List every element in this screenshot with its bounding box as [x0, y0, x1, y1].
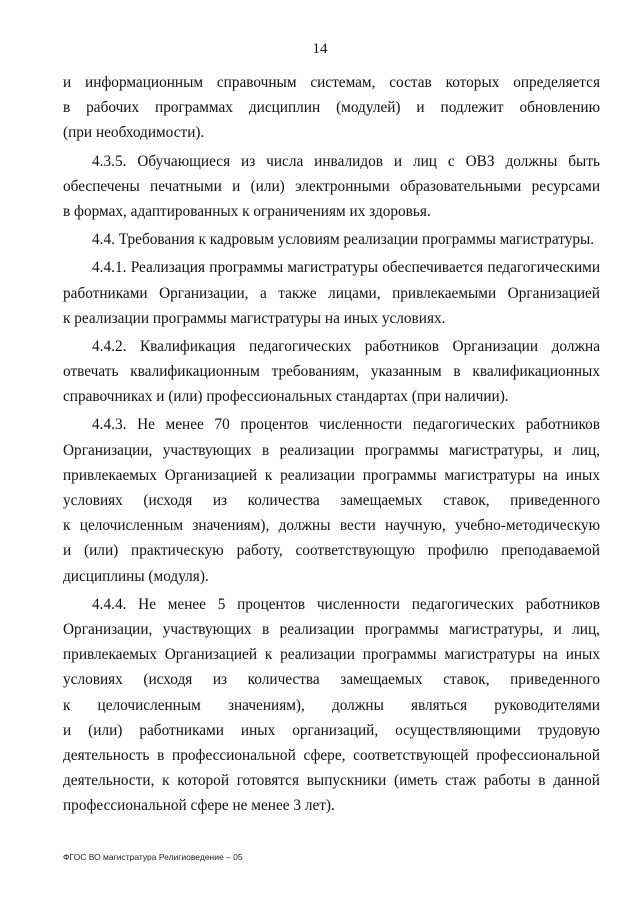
text-line: обеспечены печатными и (или) электронными образовательными ресурсами — [63, 177, 600, 195]
text-line: и информационным справочным системам, состав которых определяется — [63, 74, 600, 91]
text-line: справочниках и (или) профессиональных стандартах (при наличии). — [63, 388, 509, 406]
paragraph-4-4-3 — [63, 412, 600, 588]
text-line: деятельность в профессиональной сфере, соответствующей профессиональной — [63, 746, 600, 764]
text-line: работниками Организации, а также лицами, привлекаемыми Организацией — [63, 284, 600, 302]
paragraph-continuation — [63, 70, 600, 146]
text-line: (при необходимости). — [63, 124, 205, 142]
text-line: дисциплины (модуля). — [63, 567, 209, 585]
text-line: Организации, участвующих в реализации программы магистратуры, и лиц, — [63, 620, 600, 638]
text-line: Организации, участвующих в реализации программы магистратуры, и лиц, — [63, 441, 600, 459]
document-footer: ФГОС ВО магистратура Религиоведение – 05 — [63, 852, 243, 862]
paragraph-4-4-1 — [63, 255, 600, 331]
section-heading-line: 4.4. Требования к кадровым условиям реализации программы магистратуры. — [92, 231, 595, 249]
paragraph-4-3-5 — [63, 149, 600, 225]
text-line: к целочисленным значениям), должны являться руководителями — [63, 696, 600, 714]
text-line: 4.4.4. Не менее 5 процентов численности педагогических работников — [92, 595, 600, 613]
text-line: отвечать квалификационным требованиям, указанным в квалификационных — [63, 363, 600, 381]
text-line: профессиональной сфере не менее 3 лет). — [63, 797, 335, 815]
text-line: в формах, адаптированных к ограничениям их здоровья. — [63, 202, 431, 220]
text-line: 4.3.5. Обучающиеся из числа инвалидов и лиц с ОВЗ должны быть — [92, 152, 600, 170]
text-line: и (или) работниками иных организаций, осуществляющими трудовую — [63, 721, 600, 739]
paragraph-4-4-4 — [63, 592, 600, 819]
paragraph-4-4-2 — [63, 334, 600, 410]
text-line: привлекаемых Организацией к реализации программы магистратуры на иных — [63, 646, 600, 664]
text-line: 4.4.1. Реализация программы магистратуры обеспечивается педагогическими — [92, 259, 600, 277]
paragraph-4-4 — [63, 227, 600, 252]
text-line: к реализации программы магистратуры на иных условиях. — [63, 309, 446, 327]
text-line: привлекаемых Организацией к реализации программы магистратуры на иных — [63, 466, 600, 484]
text-line: 4.4.3. Не менее 70 процентов численности педагогических работников — [92, 416, 600, 434]
text-line: 4.4.2. Квалификация педагогических работников Организации должна — [92, 337, 600, 355]
document-body — [63, 70, 600, 818]
text-line: и (или) практическую работу, соответствующую профилю преподаваемой — [63, 542, 600, 560]
text-line: деятельности, к которой готовятся выпускники (иметь стаж работы в данной — [63, 772, 600, 790]
text-line: условиях (исходя из количества замещаемых ставок, приведенного — [63, 492, 600, 509]
page-number: 14 — [312, 41, 328, 57]
text-line: в рабочих программах дисциплин (модулей) и подлежит обновлению — [63, 99, 600, 117]
text-line: условиях (исходя из количества замещаемых ставок, приведенного — [63, 671, 600, 689]
text-line: к целочисленным значениям), должны вести научную, учебно-методическую — [63, 517, 600, 535]
